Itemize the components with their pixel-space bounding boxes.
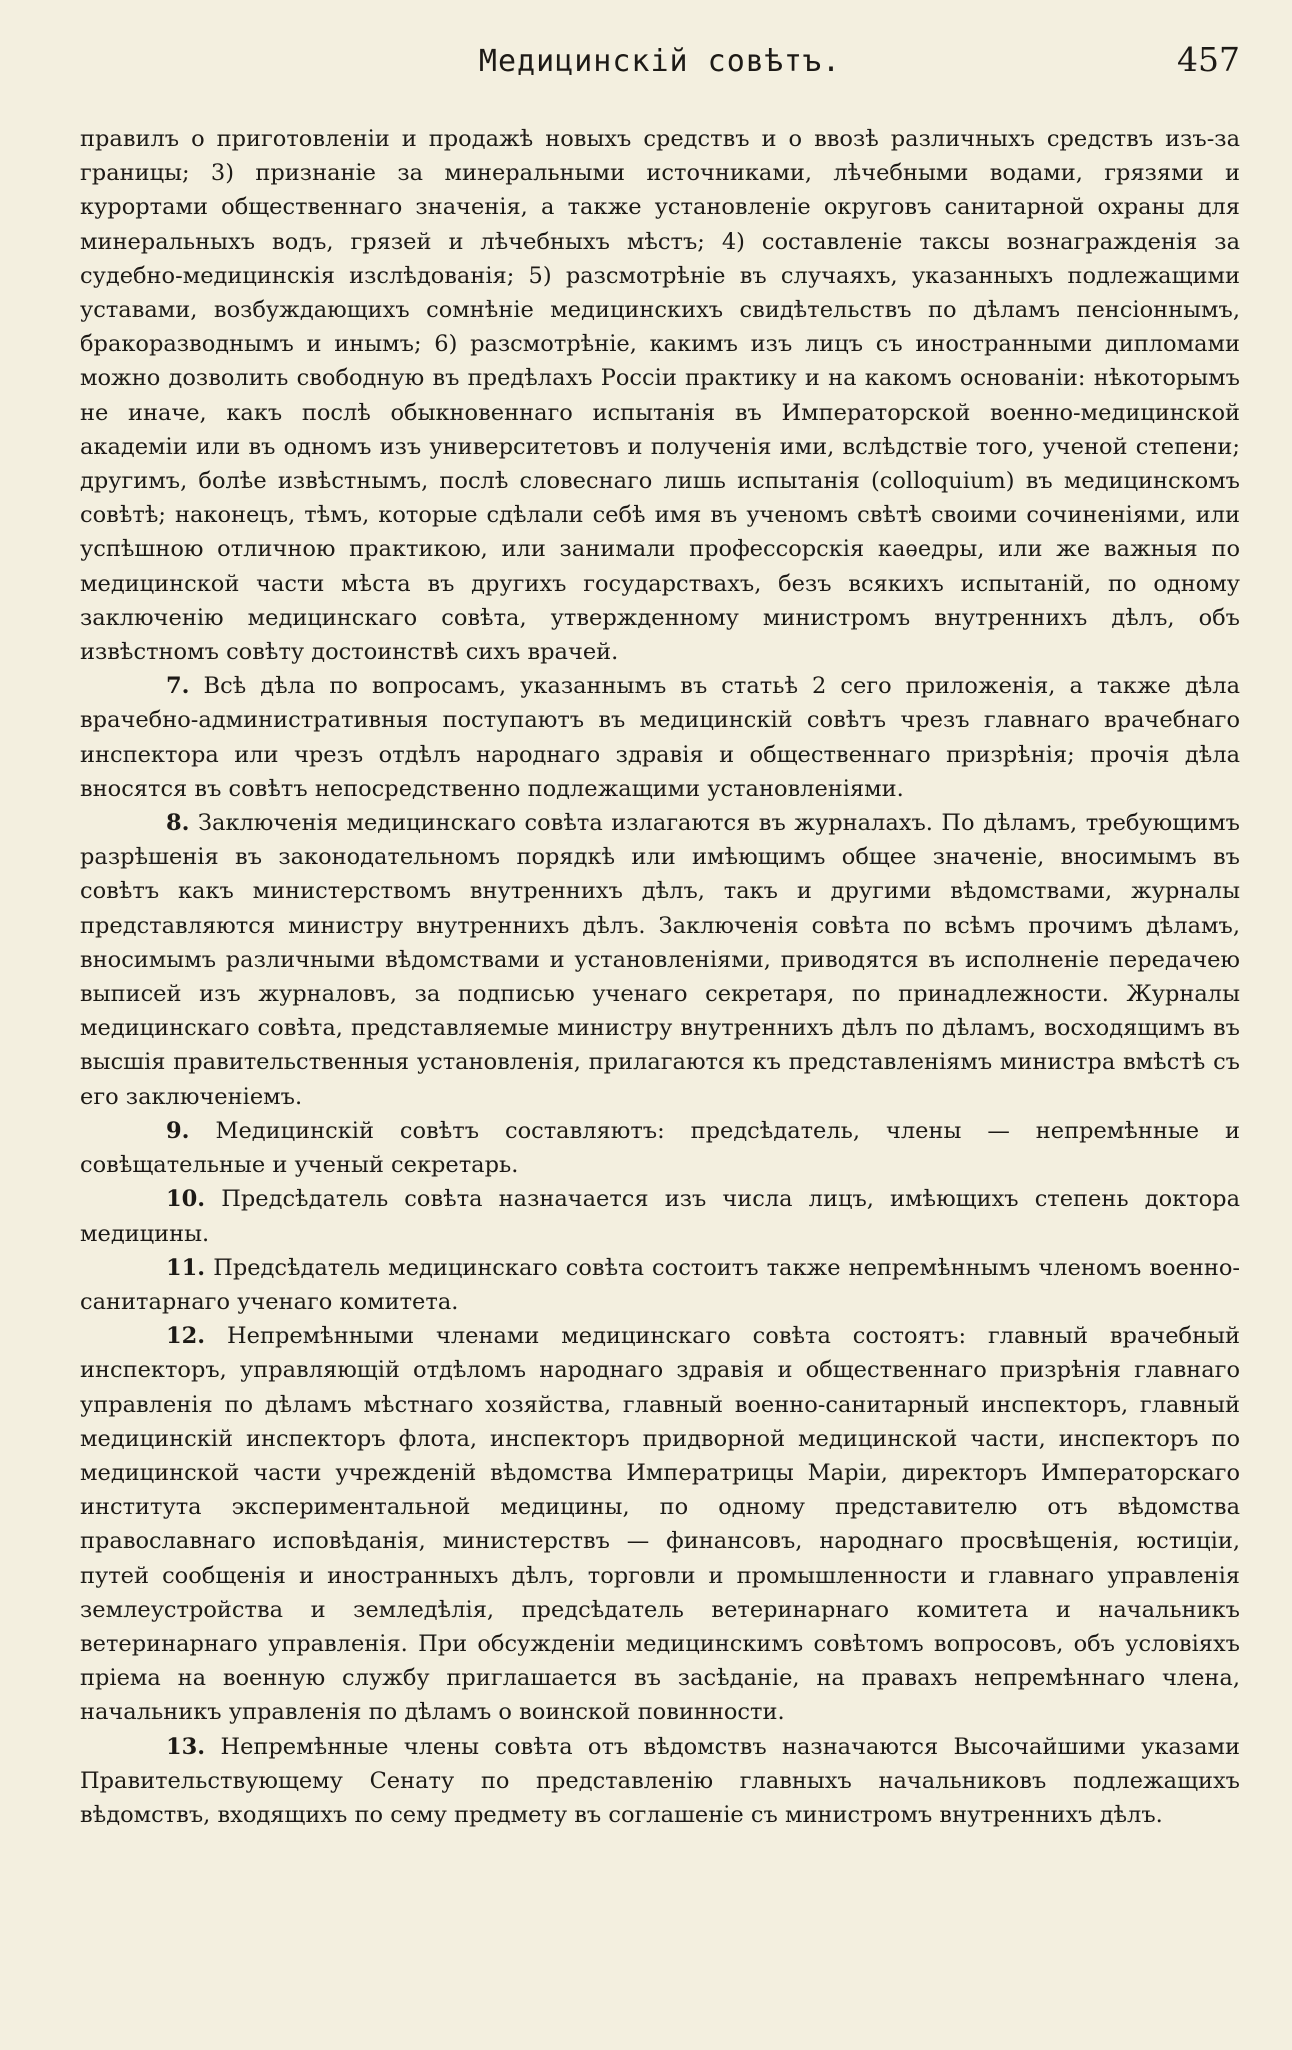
page-header [80, 38, 1240, 88]
paragraph-text: Медицинскій совѣтъ составляютъ: предсѣдатель, члены — непремѣнные и совѣщательные и ученый секретарь. [80, 1117, 1240, 1179]
article-number: 11. [166, 1254, 206, 1281]
page-number: 457 [1177, 40, 1240, 79]
paragraph-text: Непремѣнные члены совѣта отъ вѣдомствъ назначаются Высочайшими указами Правительствующему Сенату по представленію главныхъ начальниковъ подлежащихъ вѣдомствъ, входящихъ по сему предмету въ соглашеніе съ министромъ внутреннихъ дѣлъ. [80, 1733, 1241, 1828]
paragraph-text: Предсѣдатель совѣта назначается изъ числа лицъ, имѣющихъ степень доктора медицины. [80, 1186, 1240, 1247]
article-number: 10. [166, 1186, 206, 1213]
article-number: 13. [166, 1733, 206, 1760]
article-9 [80, 1114, 1240, 1182]
paragraph-text: Заключенія медицинскаго совѣта излагаются въ журналахъ. По дѣламъ, требующимъ разрѣшенія въ законодательномъ порядкѣ или имѣющимъ общее значеніе, вносимымъ въ совѣтъ какъ министерствомъ внутреннихъ дѣлъ, такъ и другими вѣдомствами, журналы представляются министру внутреннихъ дѣлъ. Заключенія совѣта по всѣмъ прочимъ дѣламъ, вносимымъ различными вѣдомствами и установленіями, приводятся въ исполненіе передачею выписей изъ журналовъ, за подписью ученаго секретаря, по принадлежности. Журналы медицинскаго совѣта, представляемые министру внутреннихъ дѣлъ по дѣламъ, восходящимъ въ высшія правительственныя установленія, прилагаются къ представленіямъ министра вмѣстѣ съ его заключеніемъ. [80, 810, 1240, 1110]
paragraph-text: Предсѣдатель медицинскаго совѣта состоитъ также непремѣннымъ членомъ военно-санитарнаго ученаго комитета. [80, 1254, 1240, 1315]
article-11 [80, 1251, 1240, 1319]
article-7 [80, 669, 1240, 806]
article-8 [80, 806, 1240, 1114]
article-number: 8. [166, 810, 190, 837]
article-number: 9. [166, 1117, 190, 1144]
paragraph-text: правилъ о приготовленіи и продажѣ новыхъ средствъ и о ввозѣ различныхъ средствъ изъ-за границы; 3) признаніе за минеральными источниками, лѣчебными водами, грязями и курортами общественнаго значенія, а также установленіе округовъ санитарной охраны для минеральныхъ водъ, грязей и лѣчебныхъ мѣстъ; 4) составленіе таксы вознагражденія за судебно-медицинскія изслѣдованія; 5) разсмотрѣніе въ случаяхъ, указанныхъ подлежащими уставами, возбуждающихъ сомнѣніе медицинскихъ свидѣтельствъ по дѣламъ пенсіоннымъ, бракоразводнымъ и инымъ; 6) разсмотрѣніе, какимъ изъ лицъ съ иностранными дипломами можно дозволить свободную въ предѣлахъ Россіи практику и на какомъ основаніи: нѣкоторымъ не иначе, какъ послѣ обыкновеннаго испытанія въ Императорской военно-медицинской академіи или въ одномъ изъ университетовъ и полученія ими, вслѣдствіе того, ученой степени; другимъ, болѣе извѣстнымъ, послѣ словеснаго лишь испытанія (colloquium) въ медицинскомъ совѣтѣ; наконецъ, тѣмъ, которые сдѣлали себѣ имя въ ученомъ свѣтѣ своими сочиненіями, или успѣшною отличною практикою, или занимали профессорскія каѳедры, или же важныя по медицинской части мѣста въ другихъ государствахъ, безъ всякихъ испытаній, по одному заключенію медицинскаго совѣта, утвержденному министромъ внутреннихъ дѣлъ, объ извѣстномъ совѣту достоинствѣ сихъ врачей. [80, 126, 1240, 666]
paragraph-text: Непремѣнными членами медицинскаго совѣта состоятъ: главный врачебный инспекторъ, управляющій отдѣломъ народнаго здравія и общественнаго призрѣнія главнаго управленія по дѣламъ мѣстнаго хозяйства, главный военно-санитарный инспекторъ, главный медицинскій инспекторъ флота, инспекторъ придворной медицинской части, инспекторъ по медицинской части учрежденій вѣдомства Императрицы Маріи, директоръ Императорскаго института экспериментальной медицины, по одному представителю отъ вѣдомства православнаго исповѣданія, министерствъ — финансовъ, народнаго просвѣщенія, юстиціи, путей сообщенія и иностранныхъ дѣлъ, торговли и промышленности и главнаго управленія землеустройства и земледѣлія, предсѣдатель ветеринарнаго комитета и начальникъ ветеринарнаго управленія. При обсужденіи медицинскимъ совѣтомъ вопросовъ, объ условіяхъ пріема на военную службу приглашается въ засѣданіе, на правахъ непремѣннаго члена, начальникъ управленія по дѣламъ о воинской повинности. [80, 1323, 1240, 1726]
paragraph-text: Всѣ дѣла по вопросамъ, указаннымъ въ статьѣ 2 сего приложенія, а также дѣла врачебно-административныя поступаютъ въ медицинскій совѣтъ чрезъ главнаго врачебнаго инспектора или чрезъ отдѣлъ народнаго здравія и общественнаго призрѣнія; прочія дѣла вносятся въ совѣтъ непосредственно подлежащими установленіями. [80, 673, 1240, 802]
article-13 [80, 1730, 1240, 1833]
article-12 [80, 1319, 1240, 1729]
paragraph-continuation [80, 122, 1240, 669]
article-number: 12. [166, 1323, 206, 1350]
article-number: 7. [166, 673, 190, 700]
article-10 [80, 1182, 1240, 1250]
body-text [80, 122, 1240, 1832]
running-title: Медицинскій совѣтъ. [478, 44, 842, 79]
